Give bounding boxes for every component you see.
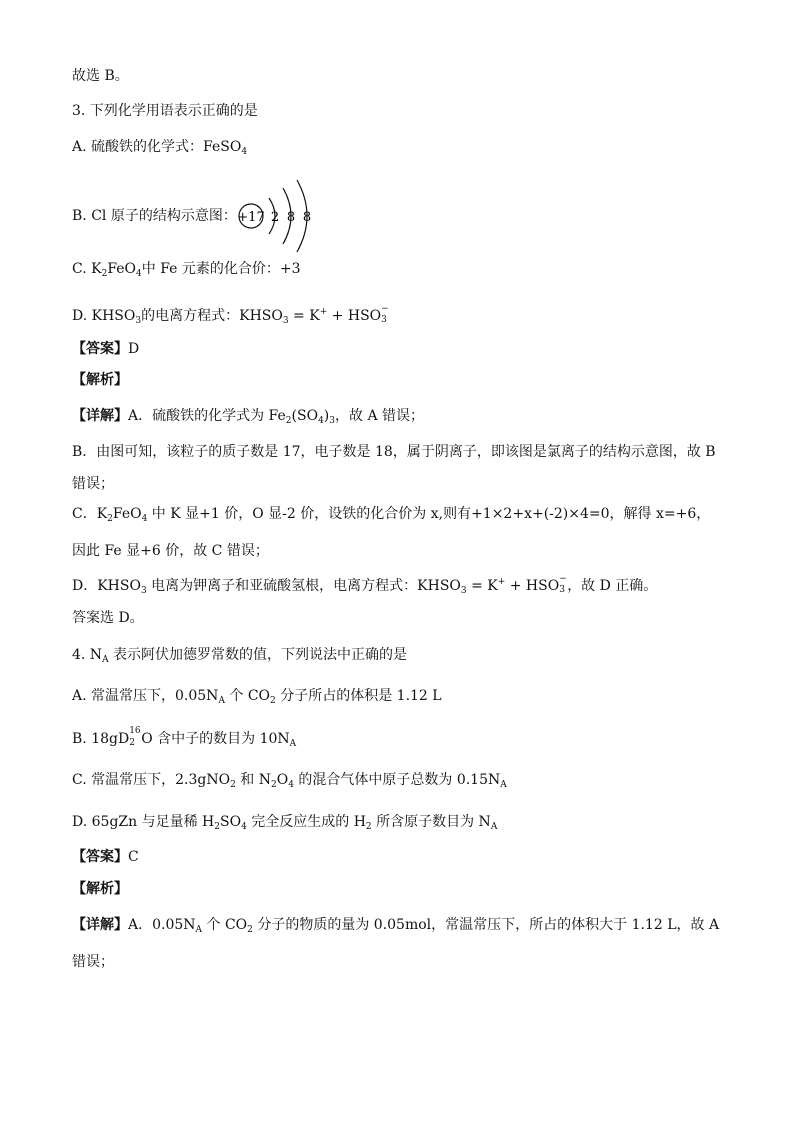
q3-final: 答案选 D。 — [72, 610, 144, 626]
q4-analysis-heading: 【解析】 — [72, 881, 128, 897]
q4-option-d: D. 65gZn 与足量稀 $H_2SO_4$ 完全反应生成的 $H_2$ 所含原子数目为 $N_A$ — [72, 814, 498, 832]
q3-option-a: A. 硫酸铁的化学式：FeSO$_4$ — [72, 139, 248, 157]
q3-detail-b: B．由图可知，该粒子的质子数是 17，电子数是 18，属于阴离子，即该图是氯离子的结构示意图，故 B 错误； — [72, 444, 716, 492]
chlorine-atom-diagram — [237, 196, 329, 236]
q3-detail-a: 【详解】A．硫酸铁的化学式为 $Fe_2(SO_4)_3$，故 A 错误； — [72, 408, 425, 426]
q3-option-c: C. $K_2FeO_4$中 Fe 元素的化合价：+3 — [72, 261, 301, 279]
q3-option-d: D. $KHSO_3$的电离方程式：$KHSO_3 = K^+$ + HSO − 3 — [72, 304, 389, 326]
q4-option-b: B. 18gD 16 2 O 含中子的数目为 $10N_A$ — [72, 726, 297, 749]
previous-conclusion: 故选 B。 — [72, 68, 129, 84]
q4-stem: 4. $N_A$ 表示阿伏加德罗常数的值，下列说法中正确的是 — [72, 647, 408, 665]
q3-answer: 【答案】D — [72, 341, 140, 357]
q4-detail-a: 【详解】A．$0.05N_A$ 个 $CO_2$ 分子的物质的量为 0.05mol，常温常压下，所占的体积大于 1.12 L，故 A 错误； — [72, 917, 720, 970]
q4-option-a: A. 常温常压下，$0.05N_A$ 个 $CO_2$ 分子所占的体积是 1.12 L — [72, 688, 442, 706]
q3-stem: 3. 下列化学用语表示正确的是 — [72, 103, 258, 119]
q4-option-c: C. 常温常压下，2.3gNO$_2$ 和 $N_2O_4$ 的混合气体中原子总数为 $0.15N_A$ — [72, 772, 507, 790]
q3-analysis-heading: 【解析】 — [72, 372, 128, 388]
q4-answer: 【答案】C — [72, 849, 139, 865]
q3-detail-d: D．$KHSO_3$ 电离为钾离子和亚硫酸氢根，电离方程式：$KHSO_3 = K^+$ + HSO − 3 ，故 D 正确。 — [72, 574, 658, 596]
shell-2-count: 8 — [286, 210, 295, 225]
q3-option-b: B. Cl 原子的结构示意图： +17 2 8 8 — [72, 196, 329, 236]
shell-3-count: 8 — [302, 210, 311, 225]
shell-1-count: 2 — [270, 210, 279, 225]
nucleus-charge: +17 — [237, 210, 265, 225]
q3-detail-c: C．$K_2FeO_4$ 中 K 显+1 价，O 显-2 价，设铁的化合价为 x,则有+1×2+x+(-2)×4=0，解得 x=+6，因此 Fe 显+6 价，故 C 错误； — [72, 506, 711, 559]
